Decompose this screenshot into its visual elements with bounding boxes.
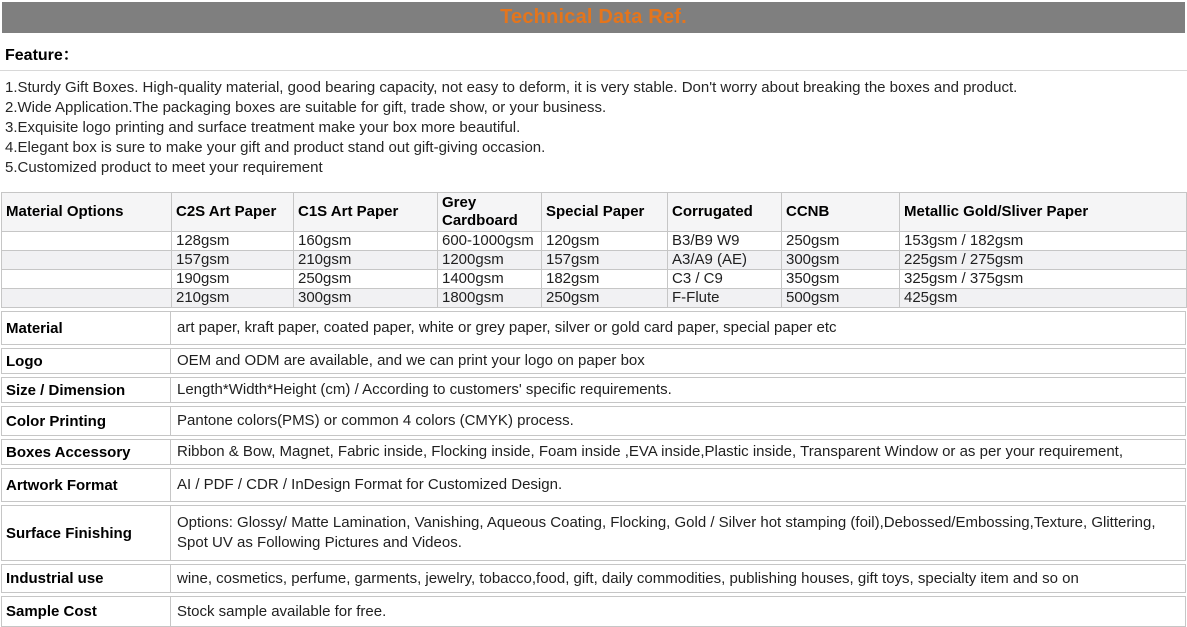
gsm-table-cell bbox=[2, 232, 172, 251]
spec-value: AI / PDF / CDR / InDesign Format for Customized Design. bbox=[171, 468, 1186, 502]
spec-label: Industrial use bbox=[1, 564, 171, 593]
column-header: Material Options bbox=[2, 193, 172, 232]
title-bar bbox=[2, 2, 1185, 33]
gsm-table-cell: 1400gsm bbox=[438, 270, 542, 289]
gsm-table-cell: 250gsm bbox=[782, 232, 900, 251]
gsm-table-cell: 250gsm bbox=[542, 289, 668, 308]
gsm-table-cell: 160gsm bbox=[294, 232, 438, 251]
gsm-table-cell: B3/B9 W9 bbox=[668, 232, 782, 251]
spec-value: art paper, kraft paper, coated paper, white or grey paper, silver or gold card paper, special paper etc bbox=[171, 311, 1186, 345]
gsm-table-row bbox=[2, 289, 1187, 308]
spec-row-material bbox=[1, 311, 1186, 345]
gsm-table-cell: 128gsm bbox=[172, 232, 294, 251]
spec-value: Stock sample available for free. bbox=[171, 596, 1186, 627]
spec-value: Ribbon & Bow, Magnet, Fabric inside, Flocking inside, Foam inside ,EVA inside,Plastic inside, Transparent Window or as per your requirement, bbox=[171, 439, 1186, 465]
spec-label: Color Printing bbox=[1, 406, 171, 436]
spec-row-artwork-format bbox=[1, 468, 1186, 502]
spec-rows bbox=[1, 311, 1186, 627]
gsm-table-cell: C3 / C9 bbox=[668, 270, 782, 289]
feature-item: 1.Sturdy Gift Boxes. High-quality material, good bearing capacity, not easy to deform, it is very stable. Don't worry about breaking the boxes and product. bbox=[5, 79, 1018, 96]
materials-header-row bbox=[2, 193, 1187, 232]
spec-value: Options: Glossy/ Matte Lamination, Vanishing, Aqueous Coating, Flocking, Gold / Silver hot stamping (foil),Debossed/Embossing,Texture, Glittering, Spot UV as Following Pictures and Videos. bbox=[171, 505, 1186, 561]
spec-row-size-dimension bbox=[1, 377, 1186, 403]
gsm-table-cell: 1200gsm bbox=[438, 251, 542, 270]
gsm-table-cell: 157gsm bbox=[542, 251, 668, 270]
technical-data-page bbox=[0, 2, 1187, 622]
gsm-table-row bbox=[2, 232, 1187, 251]
column-header: Special Paper bbox=[542, 193, 668, 232]
gsm-table-cell bbox=[2, 251, 172, 270]
spec-label: Size / Dimension bbox=[1, 377, 171, 403]
gsm-table-cell bbox=[2, 270, 172, 289]
page-title: Technical Data Ref. bbox=[500, 6, 687, 28]
column-header: Corrugated bbox=[668, 193, 782, 232]
spec-row-logo bbox=[1, 348, 1186, 374]
spec-label: Artwork Format bbox=[1, 468, 171, 502]
spec-row-sample-cost bbox=[1, 596, 1186, 627]
feature-heading: Feature： bbox=[0, 33, 1187, 71]
gsm-table-cell: F-Flute bbox=[668, 289, 782, 308]
column-header: Metallic Gold/Sliver Paper bbox=[900, 193, 1187, 232]
material-options-table bbox=[1, 192, 1187, 308]
spec-value: Pantone colors(PMS) or common 4 colors (CMYK) process. bbox=[171, 406, 1186, 436]
gsm-table-row bbox=[2, 251, 1187, 270]
feature-item: 5.Customized product to meet your requirement bbox=[5, 159, 323, 176]
gsm-table-cell: 190gsm bbox=[172, 270, 294, 289]
gsm-table-cell: 210gsm bbox=[172, 289, 294, 308]
column-header: C1S Art Paper bbox=[294, 193, 438, 232]
gsm-table-cell: 600-1000gsm bbox=[438, 232, 542, 251]
gsm-table-cell: 1800gsm bbox=[438, 289, 542, 308]
gsm-table-cell: 300gsm bbox=[782, 251, 900, 270]
gsm-table-cell: 500gsm bbox=[782, 289, 900, 308]
gsm-table-cell: 250gsm bbox=[294, 270, 438, 289]
feature-item: 2.Wide Application.The packaging boxes are suitable for gift, trade show, or your business. bbox=[5, 99, 607, 116]
gsm-table-cell: 153gsm / 182gsm bbox=[900, 232, 1187, 251]
gsm-table-cell: 120gsm bbox=[542, 232, 668, 251]
gsm-table-row bbox=[2, 270, 1187, 289]
column-header: Grey Cardboard bbox=[438, 193, 542, 232]
spec-label: Surface Finishing bbox=[1, 505, 171, 561]
gsm-table-cell: 425gsm bbox=[900, 289, 1187, 308]
column-header: C2S Art Paper bbox=[172, 193, 294, 232]
gsm-table-cell: 182gsm bbox=[542, 270, 668, 289]
spec-label: Logo bbox=[1, 348, 171, 374]
gsm-table-cell: 210gsm bbox=[294, 251, 438, 270]
spec-row-boxes-accessory bbox=[1, 439, 1186, 465]
spec-row-color-printing bbox=[1, 406, 1186, 436]
gsm-table-cell: 157gsm bbox=[172, 251, 294, 270]
feature-item: 4.Elegant box is sure to make your gift and product stand out gift-giving occasion. bbox=[5, 139, 546, 156]
spec-row-surface-finishing bbox=[1, 505, 1186, 561]
spec-value: wine, cosmetics, perfume, garments, jewelry, tobacco,food, gift, daily commodities, publishing houses, gift toys, specialty item and so on bbox=[171, 564, 1186, 593]
spec-value: Length*Width*Height (cm) / According to customers' specific requirements. bbox=[171, 377, 1186, 403]
gsm-table-cell: A3/A9 (AE) bbox=[668, 251, 782, 270]
column-header: CCNB bbox=[782, 193, 900, 232]
materials-body bbox=[2, 232, 1187, 308]
spec-value: OEM and ODM are available, and we can print your logo on paper box bbox=[171, 348, 1186, 374]
spec-row-industrial-use bbox=[1, 564, 1186, 593]
gsm-table-cell: 325gsm / 375gsm bbox=[900, 270, 1187, 289]
gsm-table-cell: 350gsm bbox=[782, 270, 900, 289]
gsm-table-cell: 225gsm / 275gsm bbox=[900, 251, 1187, 270]
spec-label: Sample Cost bbox=[1, 596, 171, 627]
spec-label: Boxes Accessory bbox=[1, 439, 171, 465]
feature-item: 3.Exquisite logo printing and surface treatment make your box more beautiful. bbox=[5, 119, 521, 136]
spec-label: Material bbox=[1, 311, 171, 345]
gsm-table-cell: 300gsm bbox=[294, 289, 438, 308]
feature-list bbox=[0, 71, 1187, 178]
gsm-table-cell bbox=[2, 289, 172, 308]
